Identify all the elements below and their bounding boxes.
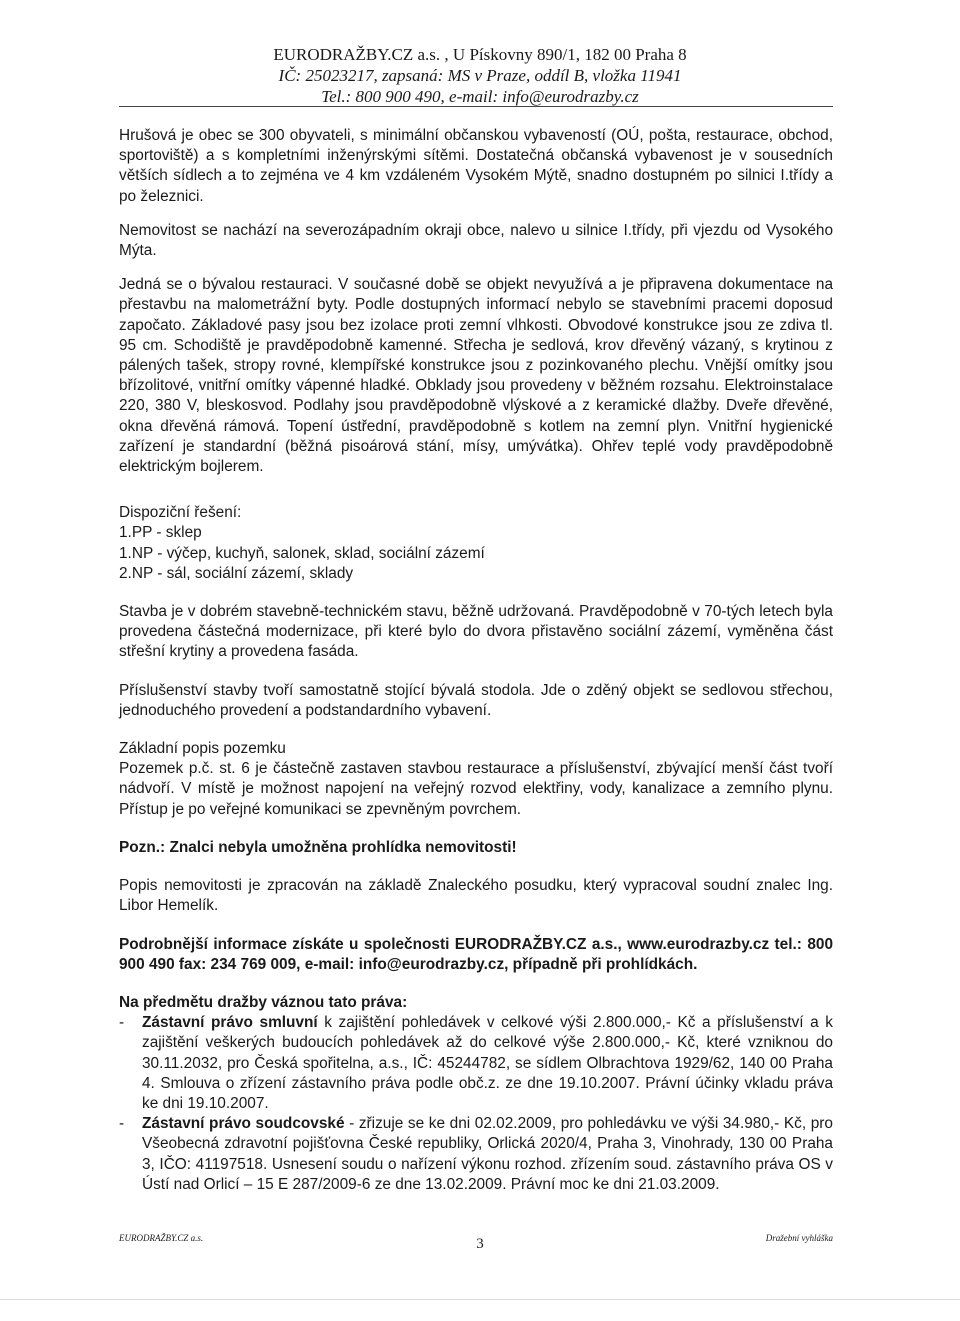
right-text: k zajištění pohledávek v celkové výši 2.800.000,- Kč a příslušenství a k zajištění veškerých budoucích pohledávek až do celkové výše 2.800.000,- Kč, které vzniknou do 30.11.2032, pro Česká spořitelna, a.s., IČ: 45244782, se sídlem Olbrachtova 1929/62, 140 00 Praha 4. Smlouva o zřízení zástavního práva podle obč.z. ze dne 19.10.2007. Právní účinky vkladu práva ke dni 19.10.2007. xyxy=(142,1014,833,1112)
letterhead-company: EURODRAŽBY.CZ a.s. , U Pískovny 890/1, 182 00 Praha 8 xyxy=(273,45,687,64)
contact-paragraph: Podrobnější informace získáte u společnosti EURODRAŽBY.CZ a.s., www.eurodrazby.cz tel.: 800 900 490 fax: 234 769 009, e-mail: info@eurodrazby.cz, případně při prohlídkách. xyxy=(119,935,833,973)
intro-paragraph: Hrušová je obec se 300 obyvateli, s minimální občanskou vybaveností (OÚ, pošta, restaurace, obchod, sportoviště) a s kompletními inženýrskými sítěmi. Dostatečná občanská vybavenost je v sousedních větších sídlech a to zejména ve 4 km vzdáleném Vysokém Mýtě, snadno dostupném po silnici I.třídy a po železnici. xyxy=(119,127,833,205)
right-title: Zástavní právo smluvní xyxy=(142,1014,318,1032)
description-paragraph: Jedná se o bývalou restauraci. V současné době se objekt nevyužívá a je připravena dokumentace na přestavbu na malometrážní byty. Podle dostupných informací nebylo se stavebními pracemi doposud započato. Základové pasy jsou bez izolace proti zemní vlhkosti. Obvodové konstrukce jsou ze zdiva tl. 95 cm. Schodiště je pravděpodobně kamenné. Střecha je sedlová, krov dřevěný vázaný, s krytinou z pálených tašek, stropy rovné, klempířské konstrukce jsou z pozinkovaného plechu. Vnější omítky jsou břízolitové, vnitřní omítky vápenné hladké. Obklady jsou provedeny v běžném rozsahu. Elektroinstalace 220, 380 V, bleskosvod. Podlahy jsou pravděpodobně vlýskové a z keramické dlažby. Dveře dřevěné, okna dřevěná rámová. Topení ústřední, pravděpodobně s kotlem na zemní plyn. Vnitřní hygienické zařízení je standardní (běžná pisoárová stání, mísy, umývátka). Ohřev teplé vody pravděpodobně elektrickým bojlerem. xyxy=(119,276,833,476)
inspection-note: Pozn.: Znalci nebyla umožněna prohlídka nemovitosti! xyxy=(119,838,517,856)
rights-heading: Na předmětu dražby váznou tato práva: xyxy=(119,993,408,1011)
footer-company: EURODRAŽBY.CZ a.s. xyxy=(119,1233,204,1243)
header-divider xyxy=(119,106,833,107)
land-paragraph: Pozemek p.č. st. 6 je částečně zastaven stavbou restaurace a příslušenství, zbývající menší část tvoří nádvoří. V místě je možnost napojení na veřejný rozvod elektřiny, vody, kanalizace a zemního plynu. Přístup je po veřejné komunikaci se zpevněným povrchem. xyxy=(119,760,833,818)
layout-item: 2.NP - sál, sociální zázemí, sklady xyxy=(119,564,354,582)
layout-item: 1.PP - sklep xyxy=(119,524,202,542)
condition-paragraph: Stavba je v dobrém stavebně-technickém stavu, běžně udržovaná. Pravděpodobně v 70-tých letech byla provedena částečná modernizace, při které bylo do dvora přistavěno sociální zázemí, vyměněna část střešní krytiny a provedena fasáda. xyxy=(119,603,833,661)
letterhead xyxy=(0,44,960,107)
right-item xyxy=(119,1114,833,1195)
letterhead-registration: IČ: 25023217, zapsaná: MS v Praze, oddíl B, vložka 11941 xyxy=(278,66,682,85)
rights-list xyxy=(119,1013,833,1195)
right-text: - zřizuje se ke dni 02.02.2009, pro pohledávku ve výši 34.980,- Kč, pro Všeobecná zdravotní pojišťovna České republiky, Orlická 2020/4, Praha 3, Vinohrady, 130 00 Praha 3, IČO: 41197518. Usnesení soudu o nařízení výkonu rozhod. zřízením soud. zástavního práva OS v Ústí nad Orlicí – 15 E 287/2009-6 ze dne 13.02.2009. Právní moc ke dni 21.03.2009. xyxy=(142,1115,833,1193)
source-paragraph: Popis nemovitosti je zpracován na základě Znaleckého posudku, který vypracoval soudní znalec Ing. Libor Hemelík. xyxy=(119,877,833,915)
right-item xyxy=(119,1013,833,1114)
document-body xyxy=(119,126,833,1195)
right-title: Zástavní právo soudcovské xyxy=(142,1115,345,1133)
location-paragraph: Nemovitost se nachází na severozápadním okraji obce, nalevo u silnice I.třídy, při vjezdu od Vysokého Mýta. xyxy=(119,221,833,260)
letterhead-contact: Tel.: 800 900 490, e-mail: info@eurodrazby.cz xyxy=(321,87,639,106)
footer-document-type: Dražební vyhláška xyxy=(765,1233,833,1243)
layout-heading: Dispoziční řešení: xyxy=(119,504,242,522)
layout-item: 1.NP - výčep, kuchyň, salonek, sklad, sociální zázemí xyxy=(119,544,485,562)
land-heading: Základní popis pozemku xyxy=(119,740,286,758)
scan-edge xyxy=(0,1299,960,1300)
page-number: 3 xyxy=(476,1236,484,1252)
accessories-paragraph: Příslušenství stavby tvoří samostatně stojící bývalá stodola. Jde o zděný objekt se sedlovou střechou, jednoduchého provedení a podstandardního vybavení. xyxy=(119,681,833,719)
